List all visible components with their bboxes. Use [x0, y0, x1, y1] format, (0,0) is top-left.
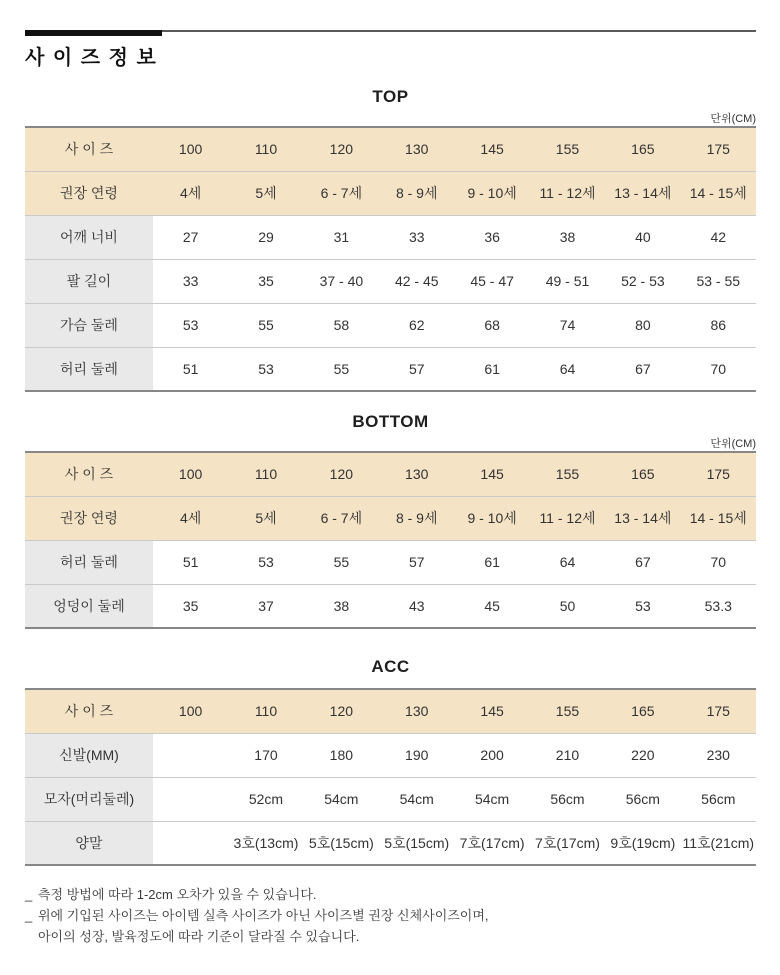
- size-value-cell: 58: [304, 303, 379, 347]
- size-header-cell: 175: [681, 452, 756, 496]
- table-header-row: [25, 127, 756, 171]
- size-value-cell: 27: [153, 215, 228, 259]
- size-value-cell: 3호(13cm): [228, 821, 303, 865]
- bottom-unit-row: [25, 434, 756, 448]
- acc-size-table: [25, 688, 756, 866]
- size-value-cell: 200: [454, 733, 529, 777]
- footnote-text: 측정 방법에 따라 1-2cm 오차가 있을 수 있습니다.: [38, 887, 317, 902]
- size-value-cell: 35: [153, 584, 228, 628]
- top-size-table: [25, 126, 756, 392]
- table-body-row: [25, 215, 756, 259]
- size-value-cell: 64: [530, 347, 605, 391]
- size-value-cell: 54cm: [304, 777, 379, 821]
- table-body-row: [25, 540, 756, 584]
- footnote-text: 위에 기입된 사이즈는 아이템 실측 사이즈가 아닌 사이즈별 권장 신체사이즈이며,: [38, 908, 489, 923]
- size-header-cell: 5세: [228, 171, 303, 215]
- bottom-section: [25, 410, 756, 629]
- row-label-cell: 팔 길이: [25, 259, 153, 303]
- size-header-cell: 5세: [228, 496, 303, 540]
- size-header-cell: 130: [379, 127, 454, 171]
- size-header-cell: 13 - 14세: [605, 171, 680, 215]
- size-header-cell: 155: [530, 127, 605, 171]
- size-header-cell: 110: [228, 127, 303, 171]
- top-section: [25, 85, 756, 392]
- size-value-cell: [153, 821, 228, 865]
- top-unit-label: 단위(CM): [710, 113, 756, 125]
- size-value-cell: 70: [681, 347, 756, 391]
- table-body-row: [25, 303, 756, 347]
- size-value-cell: 74: [530, 303, 605, 347]
- size-value-cell: 230: [681, 733, 756, 777]
- row-label-cell: 권장 연령: [25, 171, 153, 215]
- size-value-cell: 38: [530, 215, 605, 259]
- size-value-cell: 61: [454, 540, 529, 584]
- size-header-cell: 145: [454, 452, 529, 496]
- size-header-cell: 100: [153, 127, 228, 171]
- size-header-cell: 120: [304, 689, 379, 733]
- size-value-cell: 11호(21cm): [681, 821, 756, 865]
- size-value-cell: 57: [379, 540, 454, 584]
- size-value-cell: 51: [153, 540, 228, 584]
- size-value-cell: 49 - 51: [530, 259, 605, 303]
- size-header-cell: 120: [304, 452, 379, 496]
- size-value-cell: 68: [454, 303, 529, 347]
- size-header-cell: 120: [304, 127, 379, 171]
- table-header-row: [25, 496, 756, 540]
- size-value-cell: 54cm: [454, 777, 529, 821]
- size-value-cell: 5호(15cm): [379, 821, 454, 865]
- row-label-cell: 엉덩이 둘레: [25, 584, 153, 628]
- size-value-cell: 31: [304, 215, 379, 259]
- size-value-cell: 5호(15cm): [304, 821, 379, 865]
- footnote-bullet: _: [25, 908, 33, 923]
- size-value-cell: 37 - 40: [304, 259, 379, 303]
- size-header-cell: 100: [153, 452, 228, 496]
- size-value-cell: 53: [228, 347, 303, 391]
- size-value-cell: 52cm: [228, 777, 303, 821]
- row-label-cell: 권장 연령: [25, 496, 153, 540]
- size-header-cell: 8 - 9세: [379, 496, 454, 540]
- size-value-cell: 42 - 45: [379, 259, 454, 303]
- footnote-line: [25, 884, 756, 905]
- size-header-cell: 165: [605, 127, 680, 171]
- top-unit-row: [25, 109, 756, 123]
- size-value-cell: 51: [153, 347, 228, 391]
- size-value-cell: 35: [228, 259, 303, 303]
- size-value-cell: 56cm: [530, 777, 605, 821]
- footnotes: [25, 884, 756, 947]
- size-value-cell: 45 - 47: [454, 259, 529, 303]
- size-value-cell: 170: [228, 733, 303, 777]
- size-value-cell: 190: [379, 733, 454, 777]
- size-header-cell: 13 - 14세: [605, 496, 680, 540]
- size-value-cell: 33: [379, 215, 454, 259]
- bottom-unit-label: 단위(CM): [710, 438, 756, 450]
- size-value-cell: 7호(17cm): [530, 821, 605, 865]
- size-header-cell: 6 - 7세: [304, 496, 379, 540]
- size-value-cell: 57: [379, 347, 454, 391]
- size-header-cell: 130: [379, 452, 454, 496]
- size-value-cell: 38: [304, 584, 379, 628]
- row-label-cell: 허리 둘레: [25, 347, 153, 391]
- size-value-cell: 7호(17cm): [454, 821, 529, 865]
- size-header-cell: 155: [530, 452, 605, 496]
- table-header-row: [25, 689, 756, 733]
- acc-table-title: ACC: [371, 657, 410, 676]
- size-header-cell: 145: [454, 127, 529, 171]
- table-body-row: [25, 821, 756, 865]
- table-body-row: [25, 259, 756, 303]
- size-value-cell: 40: [605, 215, 680, 259]
- bottom-table-title: BOTTOM: [352, 412, 429, 431]
- row-label-cell: 모자(머리둘레): [25, 777, 153, 821]
- size-value-cell: 80: [605, 303, 680, 347]
- size-value-cell: 42: [681, 215, 756, 259]
- table-body-row: [25, 347, 756, 391]
- size-value-cell: 64: [530, 540, 605, 584]
- size-value-cell: 53: [153, 303, 228, 347]
- size-value-cell: 37: [228, 584, 303, 628]
- size-header-cell: 9 - 10세: [454, 171, 529, 215]
- size-value-cell: 56cm: [681, 777, 756, 821]
- row-label-cell: 가슴 둘레: [25, 303, 153, 347]
- size-header-cell: 145: [454, 689, 529, 733]
- row-label-cell: 어깨 너비: [25, 215, 153, 259]
- size-header-cell: 8 - 9세: [379, 171, 454, 215]
- size-value-cell: 70: [681, 540, 756, 584]
- size-header-cell: 155: [530, 689, 605, 733]
- size-value-cell: 67: [605, 540, 680, 584]
- size-value-cell: 220: [605, 733, 680, 777]
- table-header-row: [25, 452, 756, 496]
- page-title: 사 이 즈 정 보: [25, 47, 158, 69]
- table-body-row: [25, 733, 756, 777]
- size-header-cell: 14 - 15세: [681, 171, 756, 215]
- size-value-cell: 180: [304, 733, 379, 777]
- size-value-cell: 45: [454, 584, 529, 628]
- top-table-title: TOP: [372, 87, 409, 106]
- size-header-cell: 130: [379, 689, 454, 733]
- size-value-cell: 55: [304, 540, 379, 584]
- row-label-cell: 허리 둘레: [25, 540, 153, 584]
- size-value-cell: [153, 733, 228, 777]
- size-value-cell: [153, 777, 228, 821]
- size-header-cell: 4세: [153, 171, 228, 215]
- size-value-cell: 52 - 53: [605, 259, 680, 303]
- size-value-cell: 210: [530, 733, 605, 777]
- size-header-cell: 4세: [153, 496, 228, 540]
- size-value-cell: 53: [605, 584, 680, 628]
- size-value-cell: 43: [379, 584, 454, 628]
- size-header-cell: 100: [153, 689, 228, 733]
- size-header-cell: 175: [681, 689, 756, 733]
- size-value-cell: 9호(19cm): [605, 821, 680, 865]
- size-value-cell: 50: [530, 584, 605, 628]
- size-value-cell: 62: [379, 303, 454, 347]
- size-header-cell: 9 - 10세: [454, 496, 529, 540]
- row-label-cell: 사 이 즈: [25, 127, 153, 171]
- row-label-cell: 사 이 즈: [25, 452, 153, 496]
- size-value-cell: 67: [605, 347, 680, 391]
- size-value-cell: 33: [153, 259, 228, 303]
- table-header-row: [25, 171, 756, 215]
- size-value-cell: 53 - 55: [681, 259, 756, 303]
- size-value-cell: 29: [228, 215, 303, 259]
- footnote-line: [25, 905, 756, 926]
- footnote-line: [25, 926, 756, 947]
- size-header-cell: 6 - 7세: [304, 171, 379, 215]
- size-value-cell: 53: [228, 540, 303, 584]
- footnote-bullet: _: [25, 887, 33, 902]
- size-header-cell: 110: [228, 452, 303, 496]
- row-label-cell: 양말: [25, 821, 153, 865]
- size-header-cell: 175: [681, 127, 756, 171]
- footnote-text: 아이의 성장, 발육정도에 따라 기준이 달라질 수 있습니다.: [38, 929, 360, 944]
- size-value-cell: 86: [681, 303, 756, 347]
- size-header-cell: 11 - 12세: [530, 171, 605, 215]
- size-value-cell: 54cm: [379, 777, 454, 821]
- size-header-cell: 11 - 12세: [530, 496, 605, 540]
- size-header-cell: 165: [605, 689, 680, 733]
- title-rule-accent-bar: [25, 30, 162, 36]
- size-header-cell: 14 - 15세: [681, 496, 756, 540]
- size-value-cell: 55: [304, 347, 379, 391]
- title-rule: [25, 30, 756, 36]
- table-body-row: [25, 777, 756, 821]
- bottom-size-table: [25, 451, 756, 629]
- size-header-cell: 165: [605, 452, 680, 496]
- size-value-cell: 55: [228, 303, 303, 347]
- table-body-row: [25, 584, 756, 628]
- size-header-cell: 110: [228, 689, 303, 733]
- row-label-cell: 신발(MM): [25, 733, 153, 777]
- size-value-cell: 56cm: [605, 777, 680, 821]
- size-value-cell: 36: [454, 215, 529, 259]
- row-label-cell: 사 이 즈: [25, 689, 153, 733]
- size-value-cell: 61: [454, 347, 529, 391]
- acc-section: [25, 655, 756, 866]
- size-value-cell: 53.3: [681, 584, 756, 628]
